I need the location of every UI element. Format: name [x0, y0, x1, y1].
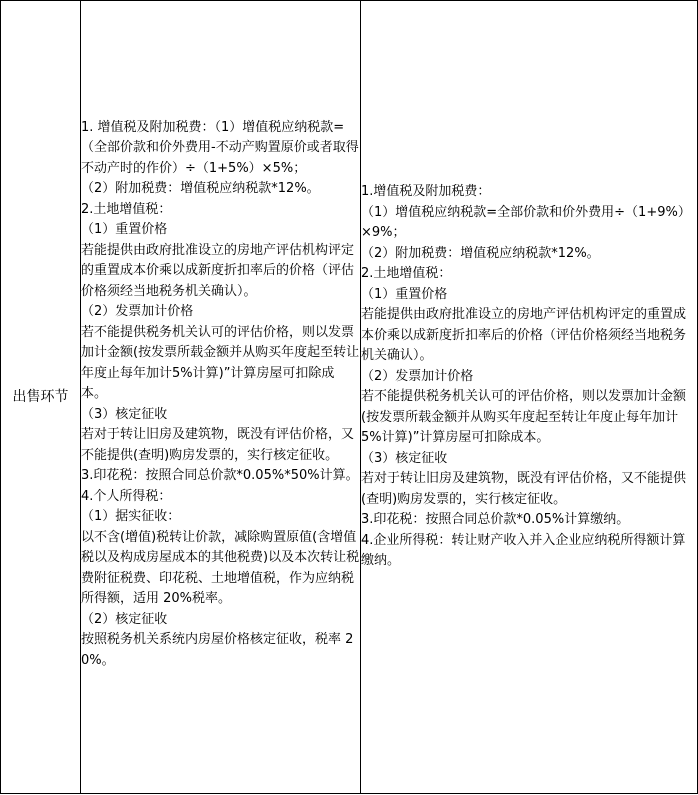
individual-paragraph: （2）附加税费：增值税应纳税款*12%。	[81, 181, 320, 197]
enterprise-paragraph: （1）增值税应纳税款=全部价款和价外费用÷（1+9%）×9%；	[361, 204, 691, 241]
individual-paragraph: 4.个人所得税：	[81, 488, 172, 504]
row-label-cell	[1, 1, 81, 794]
individual-paragraph: （1）据实征收：	[81, 509, 181, 525]
enterprise-paragraph: （1）重置价格	[361, 286, 448, 302]
individual-paragraph: （2）发票加计价格	[81, 304, 194, 320]
enterprise-paragraph: 2.土地增值税：	[361, 266, 452, 282]
individual-paragraph: 3.印花税：按照合同总价款*0.05%*50%计算。	[81, 468, 359, 484]
individual-tax-text	[81, 118, 360, 672]
enterprise-paragraph: （3）核定征收	[361, 450, 448, 466]
table-row-sale-stage	[1, 1, 698, 794]
enterprise-tax-cell	[361, 1, 698, 794]
individual-paragraph: （1）重置价格	[81, 222, 168, 238]
enterprise-paragraph: 1.增值税及附加税费：	[361, 184, 491, 200]
enterprise-paragraph: 若能提供由政府批准设立的房地产评估机构评定的重置成本价乘以成新度折扣率后的价格（评估价格须经当地税务机关确认）。	[361, 307, 687, 364]
individual-paragraph: （2）核定征收	[81, 611, 168, 627]
enterprise-paragraph: （2）发票加计价格	[361, 368, 474, 384]
row-label: 出售环节	[12, 389, 69, 405]
enterprise-paragraph: 若对于转让旧房及建筑物，既没有评估价格，又不能提供(查明)购房发票的，实行核定征收。	[361, 471, 687, 507]
individual-paragraph: 以不含(增值)税转让价款，减除购置原值(含增值税以及构成房屋成本的其他税费)以及本次转让税费附征税费、印花税、土地增值税，作为应纳税所得额，适用 20%税率。	[81, 529, 360, 607]
enterprise-paragraph: 若不能提供税务机关认可的评估价格，则以发票加计金额(按发票所载金额并从购买年度起至转让年度止每年加计 5%计算)”计算房屋可扣除成本。	[361, 389, 687, 446]
individual-paragraph: 若能提供由政府批准设立的房地产评估机构评定的重置成本价乘以成新度折扣率后的价格（评估价格须经当地税务机关确认）。	[81, 242, 355, 299]
individual-paragraph: 按照税务机关系统内房屋价格核定征收，税率 20%。	[81, 632, 354, 668]
enterprise-tax-text	[361, 182, 697, 572]
individual-paragraph: 若不能提供税务机关认可的评估价格，则以发票加计金额(按发票所载金额并从购买年度起至转让年度止每年加计5%计算)”计算房屋可扣除成本。	[81, 324, 360, 402]
enterprise-paragraph: （2）附加税费：增值税应纳税款*12%。	[361, 245, 600, 261]
individual-paragraph: （3）核定征收	[81, 406, 168, 422]
enterprise-paragraph: 4.企业所得税：转让财产收入并入企业应纳税所得额计算缴纳。	[361, 532, 686, 569]
individual-paragraph: 若对于转让旧房及建筑物，既没有评估价格，又不能提供(查明)购房发票的，实行核定征收。	[81, 427, 355, 463]
individual-paragraph: 1. 增值税及附加税费：（1）增值税应纳税款=（全部价款和价外费用-不动产购置原价或者取得不动产时的作价）÷（1+5%）×5%；	[81, 119, 359, 176]
individual-paragraph: 2.土地增值税：	[81, 201, 172, 217]
individual-tax-cell	[81, 1, 361, 794]
enterprise-paragraph: 3.印花税：按照合同总价款*0.05%计算缴纳。	[361, 512, 630, 528]
